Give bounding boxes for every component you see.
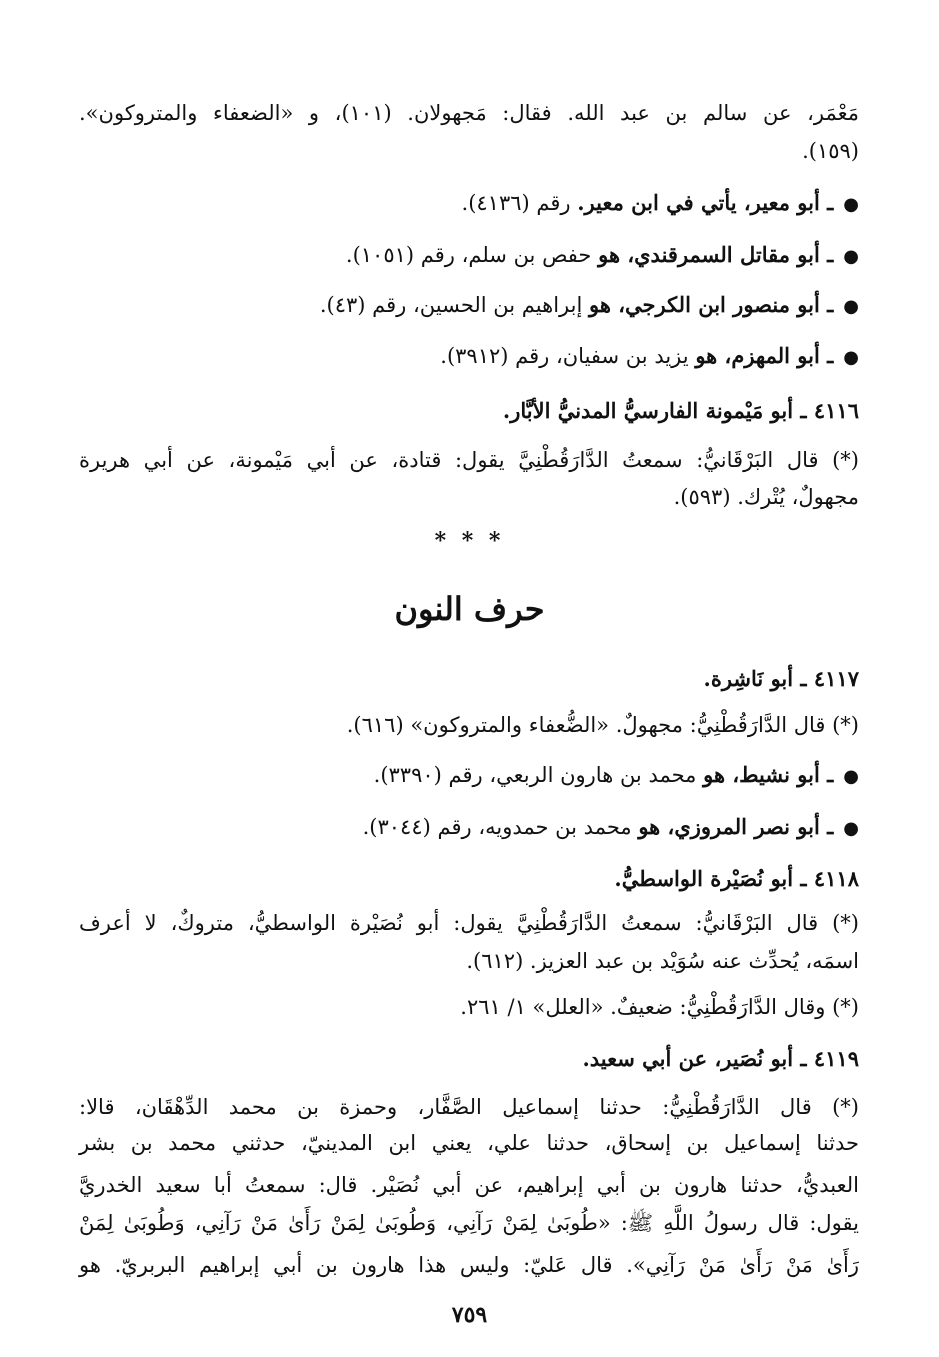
entry-heading: ٤١١٦ ـ أبو مَيْمونة الفارسيُّ المدنيُّ الأبَّار.	[502, 398, 859, 423]
bullet-icon: ●	[843, 347, 859, 368]
bullet-item	[79, 760, 859, 792]
bullet-text: محمد بن هارون الربعي، رقم (٣٣٩٠).	[373, 763, 697, 787]
paragraph-line: (*) قال البَرْقَانيُّ: سمعتُ الدَّارَقُطْنِيَّ يقول: أبو نُصَيْرة الواسطيُّ، متروكٌ، لا أعرف	[79, 911, 859, 935]
chapter-title: حرف النون	[394, 590, 545, 628]
entry-heading: ٤١١٩ ـ أبو نُصَير، عن أبي سعيد.	[582, 1046, 859, 1071]
bullet-item	[79, 240, 859, 272]
bullet-icon: ●	[843, 194, 859, 215]
paragraph-line: (*) وقال الدَّارَقُطْنِيُّ: ضعيفٌ. «العلل» ١/ ٢٦١.	[460, 995, 859, 1019]
bullet-text: محمد بن حمدويه، رقم (٣٠٤٤).	[362, 815, 632, 839]
bullet-item	[79, 341, 859, 373]
bullet-head: ـ أبو نصر المروزي، هو	[638, 814, 834, 839]
paragraph-line: (*) قال الدَّارَقُطْنِيُّ: حدثنا إسماعيل الصَّفَّار، وحمزة بن محمد الدِّهْقَان، قالا:	[79, 1095, 859, 1119]
paragraph-line: (*) قال البَرْقَانيُّ: سمعتُ الدَّارَقُطْنِيَّ يقول: قتادة، عن أبي مَيْمونة، عن أبي هريرة	[79, 448, 859, 472]
bullet-head: ـ أبو المهزم، هو	[695, 343, 834, 368]
paragraph-line: (١٥٩).	[802, 139, 859, 163]
bullet-icon: ●	[843, 766, 859, 787]
entry-heading: ٤١١٨ ـ أبو نُصَيْرة الواسطيُّ.	[614, 866, 859, 891]
paragraph-line: (*) قال الدَّارَقُطْنِيُّ: مجهولٌ. «الضُّعفاء والمتروكون» (٦١٦).	[346, 713, 859, 737]
entry-heading: ٤١١٧ ـ أبو نَاشِرة.	[703, 666, 859, 691]
section-separator: * * *	[434, 528, 505, 554]
bullet-icon: ●	[843, 246, 859, 267]
bullet-head: ـ أبو نشيط، هو	[703, 762, 834, 787]
paragraph-line: مجهولٌ، يُتْرك. (٥٩٣).	[673, 485, 859, 509]
paragraph-line: حدثنا إسماعيل بن إسحاق، حدثنا علي، يعني ابن المدينيّ، حدثني محمد بن بشر	[79, 1131, 859, 1155]
bullet-item	[79, 290, 859, 322]
bullet-text: إبراهيم بن الحسين، رقم (٤٣).	[319, 293, 583, 317]
bullet-text: يزيد بن سفيان، رقم (٣٩١٢).	[440, 344, 689, 368]
paragraph-line: رَأَىٰ مَنْ رَأَىٰ مَنْ رَآنِي». قال عَليّ: وليس هذا هارون بن أبي إبراهيم البربريّ. هو	[79, 1253, 859, 1277]
bullet-head: ـ أبو منصور ابن الكرجي، هو	[588, 292, 834, 317]
bullet-icon: ●	[843, 818, 859, 839]
paragraph-line: يقول: قال رسولُ اللَّهِ ﷺ: «طُوبَىٰ لِمَنْ رَآنِي، وَطُوبَىٰ لِمَنْ رَأَىٰ مَنْ رَآنِي، وَطُوبَىٰ لِمَنْ	[79, 1211, 859, 1235]
bullet-icon: ●	[843, 296, 859, 317]
bullet-head: ـ أبو مقاتل السمرقندي، هو	[598, 242, 834, 267]
bullet-text: رقم (٤١٣٦).	[461, 191, 571, 215]
paragraph-line: اسمَه، يُحدِّث عنه سُوَيْد بن عبد العزيز. (٦١٢).	[466, 949, 859, 973]
bullet-item	[79, 812, 859, 844]
bullet-head: ـ أبو معير، يأتي في ابن معير.	[577, 190, 834, 215]
bullet-item	[79, 188, 859, 220]
page-number: ٧٥٩	[451, 1302, 488, 1328]
paragraph-line: العبديُّ، حدثنا هارون بن أبي إبراهيم، عن أبي نُصَيْر. قال: سمعتُ أبا سعيد الخدريَّ	[79, 1173, 859, 1197]
bullet-text: حفص بن سلم، رقم (١٠٥١).	[345, 243, 592, 267]
paragraph-line: مَعْمَر، عن سالم بن عبد الله. فقال: مَجهولان. (١٠١)، و «الضعفاء والمتروكون».	[79, 101, 859, 125]
